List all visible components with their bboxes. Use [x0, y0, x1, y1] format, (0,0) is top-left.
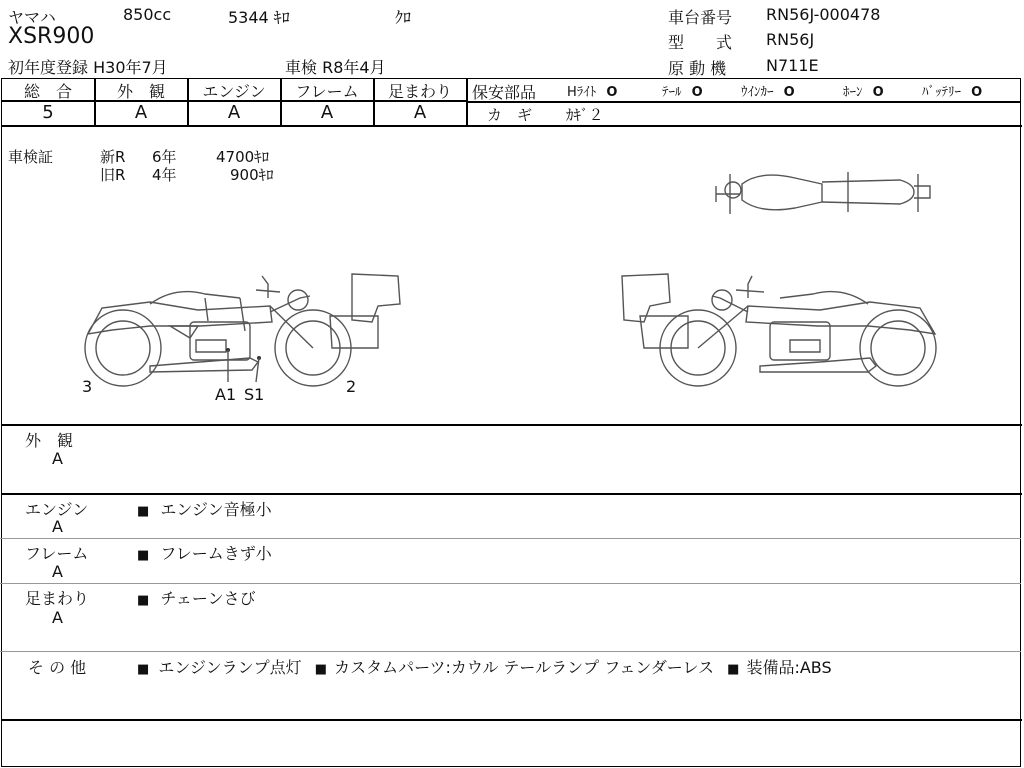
diagram-bottom-rule	[1, 424, 1022, 426]
section-rule	[1, 719, 1022, 721]
section-suspension-grade: A	[52, 608, 63, 627]
safety-item-label: ｳｲﾝｶｰ	[741, 85, 774, 100]
grade-header-suspension: 足まわり	[387, 82, 452, 101]
grade-header-exterior: 外 観	[116, 82, 165, 101]
grade-header-engine: エンジン	[202, 82, 266, 101]
safety-item-battery	[922, 81, 982, 100]
motorcycle-left-view	[85, 274, 400, 386]
check-mark-icon: O	[691, 85, 703, 100]
note-text: フレームきず小	[160, 544, 272, 563]
safety-item-label: ﾎｰﾝ	[843, 85, 863, 100]
section-rule	[1, 493, 1022, 495]
grade-header-frame: フレーム	[295, 82, 359, 101]
safety-divider	[467, 101, 1021, 103]
check-mark-icon: O	[606, 85, 618, 100]
cert-old-years: 4年	[152, 166, 177, 184]
safety-item-headlight	[567, 81, 617, 100]
check-mark-icon: O	[971, 85, 983, 100]
safety-item-label: ﾊﾞｯﾃﾘｰ	[922, 85, 961, 100]
certificate-label: 車検証	[8, 148, 54, 166]
motorcycle-top-view	[716, 172, 930, 214]
bullet-icon: ■	[137, 593, 150, 608]
first-reg-value: H30年7月	[93, 58, 168, 77]
key-value: ｶｷﾞ２	[566, 106, 604, 124]
section-suspension-title: 足まわり	[25, 589, 90, 608]
note-text: チェーンさび	[160, 589, 256, 608]
bullet-icon: ■	[137, 504, 150, 519]
note-text: カスタムパーツ:カウル テールランプ フェンダーレス	[334, 658, 714, 677]
inspection	[285, 55, 386, 78]
section-engine-grade: A	[52, 517, 63, 536]
safety-item-label: Hﾗｲﾄ	[567, 85, 597, 100]
damage-marker-a1: A1	[215, 385, 237, 404]
first-registration	[8, 55, 168, 78]
section-rule	[0, 538, 1021, 539]
frame-no-label: 車台番号	[668, 8, 733, 27]
bullet-icon: ■	[314, 662, 327, 677]
bullet-icon: ■	[727, 662, 740, 677]
section-suspension-note	[137, 586, 256, 609]
safety-item-winker	[741, 81, 795, 100]
bullet-icon: ■	[137, 548, 150, 563]
section-frame-grade: A	[52, 562, 63, 581]
motorcycle-diagram	[0, 126, 1020, 422]
section-exterior-grade: A	[52, 449, 63, 468]
bullet-icon: ■	[137, 662, 150, 677]
cert-new-amount: 4700ｷﾛ	[216, 148, 270, 166]
motorcycle-right-view	[622, 274, 936, 386]
color: ｸﾛ	[395, 8, 412, 27]
type-value: RN56J	[766, 30, 815, 49]
damage-marker-2: 2	[346, 377, 357, 396]
note-text: 装備品:ABS	[746, 658, 832, 677]
cert-old-label: 旧R	[100, 166, 126, 184]
section-rule	[0, 583, 1021, 584]
frame-no-value: RN56J-000478	[766, 5, 881, 24]
section-engine-title: エンジン	[25, 500, 89, 519]
maker: ヤマハ	[8, 8, 56, 27]
cert-new-label: 新R	[100, 148, 126, 166]
grade-exterior: A	[134, 102, 148, 123]
section-rule	[0, 651, 1021, 652]
type-label: 型 式	[668, 33, 733, 52]
key-label: カ ギ	[487, 106, 533, 124]
grade-total: 5	[42, 102, 54, 123]
mileage: 5344 ｷﾛ	[228, 8, 290, 27]
safety-label: 保安部品	[472, 83, 537, 102]
engine-value: N711E	[766, 56, 819, 75]
grade-header-total: 総 合	[23, 82, 72, 101]
safety-item-horn	[843, 81, 884, 100]
grade-col-divider	[466, 78, 468, 126]
note-text: エンジン音極小	[160, 500, 272, 519]
section-frame-title: フレーム	[25, 544, 89, 563]
inspection-label: 車検	[285, 58, 318, 77]
inspection-value: R8年4月	[322, 58, 386, 77]
cert-old-amount: 900ｷﾛ	[230, 166, 274, 184]
section-exterior-title: 外 観	[25, 431, 74, 450]
section-other-notes	[137, 655, 832, 678]
grade-suspension: A	[413, 102, 427, 123]
section-frame-note	[137, 541, 272, 564]
damage-marker-3: 3	[82, 377, 93, 396]
grade-engine: A	[227, 102, 241, 123]
engine-label: 原 動 機	[668, 59, 727, 78]
model-name: XSR900	[8, 24, 95, 49]
damage-marker-s1: S1	[244, 385, 265, 404]
safety-item-label: ﾃｰﾙ	[662, 85, 682, 100]
check-mark-icon: O	[783, 85, 795, 100]
first-reg-label: 初年度登録	[8, 58, 89, 77]
section-engine-note	[137, 497, 272, 520]
cert-new-years: 6年	[152, 148, 177, 166]
note-text: エンジンランプ点灯	[158, 658, 302, 677]
section-other-title: そ の 他	[28, 658, 87, 677]
displacement: 850cc	[123, 5, 172, 24]
check-mark-icon: O	[872, 85, 884, 100]
grade-frame: A	[320, 102, 334, 123]
safety-item-tail	[662, 81, 703, 100]
